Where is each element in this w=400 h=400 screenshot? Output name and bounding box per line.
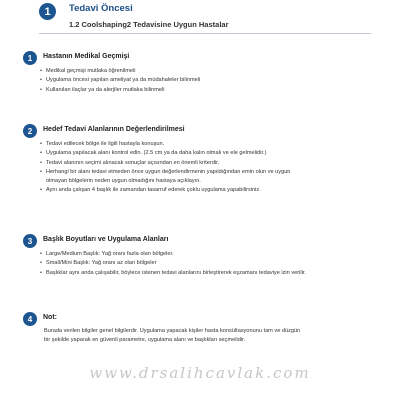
page-subtitle: 1.2 Coolshaping2 Tedavisine Uygun Hastalar — [69, 20, 229, 29]
section-number-badge: 2 — [23, 124, 37, 138]
list-item-continuation: olmayan bölgelerin neden uygun olmadığını hastaya açıklayın. — [46, 178, 201, 185]
list-item: • Small/Mini Başlık: Yağ oranı az olan bölgeler — [40, 259, 306, 268]
list-item: • Uygulama öncesi yapılan ameliyat ya da müdahaleler bilinmeli — [40, 76, 200, 85]
section-number-badge: 4 — [23, 312, 37, 326]
list-item: • Tedavi edilecek bölge ile ilgili hastayla konuşun. — [40, 140, 290, 149]
section-item-list — [40, 67, 200, 95]
list-item: • Uygulama yapılacak alanı kontrol edin. (2.5 cm ya da daha kalın olmalı ve ele gelmelidir.) — [40, 149, 290, 158]
list-item: • Tedavi alanının seçimi alınacak sonuçlar açısından en önemli kriterdir. — [40, 159, 290, 168]
note-line: Burada verilen bilgiler genel bilgilerdir. Uygulama yapacak kişiler hasta konsültasyonunu tam ve düzgün — [44, 328, 301, 334]
section-item-list — [40, 140, 290, 196]
section-number-badge: 1 — [23, 51, 37, 65]
list-item: • Medikal geçmişi mutlaka öğrenilmeli — [40, 67, 200, 76]
section-number-badge: 3 — [23, 234, 37, 248]
section-item-list — [40, 250, 306, 278]
list-item: • Aynı anda çalışan 4 başlık ile zamandan tasarruf ederek çoklu uygulama yapabilirsiniz. — [40, 186, 290, 195]
header-number-badge: 1 — [39, 3, 56, 20]
note-line: bir şekilde yaparak en güvenli parametre, uygulama alanı ve başlıkları seçmelidir. — [44, 337, 246, 344]
page-header — [0, 0, 400, 42]
header-divider — [39, 33, 371, 34]
list-item: • Herhangi bir alanı tedavi etmeden önce uygun değerlendirmenin yapıldığından emin olun ve uygun — [40, 168, 290, 177]
note-text — [44, 327, 379, 346]
list-item: • Kullanılan ilaçlar ya da alerjiler mutlaka bilinmeli — [40, 86, 200, 95]
page-title: Tedavi Öncesi — [69, 3, 133, 14]
note-title: Not: — [43, 314, 57, 321]
list-item: • Başlıklar aynı anda çalışabilir, böylece istenen tedavi alanlarını birleştirerek eşzamanı tedaviye izin verilir. — [40, 269, 306, 278]
list-item: • Large/Medium Başlık: Yağ oranı fazla olan bölgeler. — [40, 250, 306, 259]
section-title: Hastanın Medikal Geçmişi — [43, 53, 130, 60]
section-title: Hedef Tedavi Alanlarının Değerlendirilmesi — [43, 126, 185, 133]
section-title: Başlık Boyutları ve Uygulama Alanları — [43, 236, 169, 243]
watermark: www.drsalihcavlak.com — [89, 364, 311, 382]
